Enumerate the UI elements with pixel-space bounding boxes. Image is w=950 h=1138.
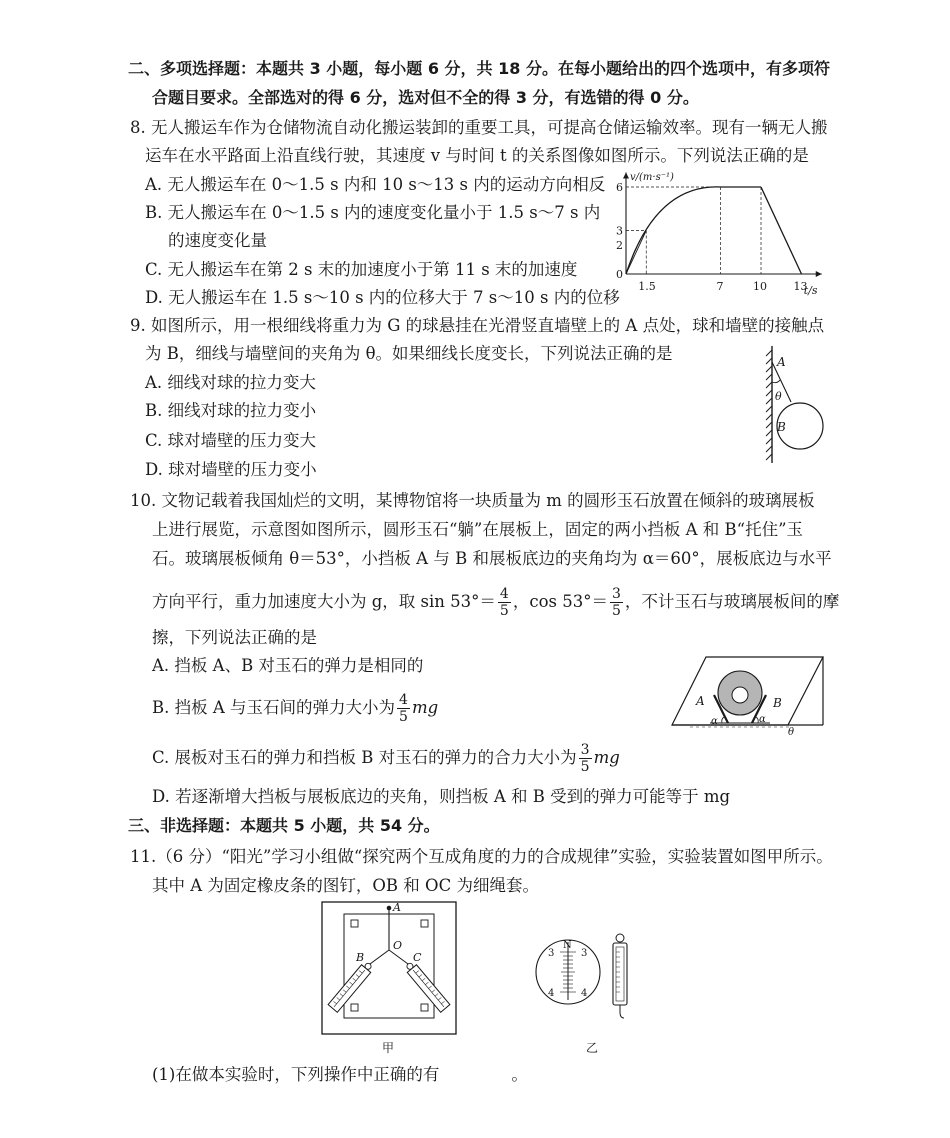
y-axis-label: v/(m·s⁻¹) (630, 172, 674, 183)
baffle-b-label: B (773, 696, 782, 710)
q8-stem-line1: 8. 无人搬运车作为仓储物流自动化搬运装卸的重要工具，可提高仓储运输效率。现有一辆无人搬 (130, 118, 828, 137)
q11-figure-jia (318, 898, 463, 1060)
q10-option-d: D. 若逐渐增大挡板与展板底边的夹角，则挡板 A 和 B 受到的弹力可能等于 mg (152, 787, 731, 806)
point-a-label: A (393, 901, 401, 914)
q8-option-d: D. 无人搬运车在 1.5 s～10 s 内的位移大于 7 s～10 s 内的位移 (145, 288, 620, 307)
theta-label: θ (775, 390, 782, 403)
fraction-numerator: 4 (499, 586, 509, 602)
fraction-four-fifths (498, 586, 511, 619)
q10-option-c-text: C. 展板对玉石的弹力和挡板 B 对玉石的弹力的合力大小为 (152, 748, 577, 767)
q10-option-b (152, 692, 438, 725)
q10-option-a: A. 挡板 A、B 对玉石的弹力是相同的 (152, 656, 424, 675)
q10-line4-pre: 方向平行，重力加速度大小为 g，取 sin 53°＝ (152, 592, 496, 611)
x-axis-label: t/s (803, 284, 818, 296)
fraction-numerator: 3 (611, 586, 621, 602)
fraction-denominator: 5 (499, 603, 509, 619)
alpha-right-label: α (759, 714, 766, 725)
q9-stem-line2: 为 B，细线与墙壁间的夹角为 θ。如果细线长度变长，下列说法正确的是 (145, 344, 673, 363)
baffle-a-label: A (696, 694, 705, 708)
q8-option-a: A. 无人搬运车在 0～1.5 s 内和 10 s～13 s 内的运动方向相反 (145, 175, 606, 194)
q9-ball-on-wall-figure (758, 342, 838, 467)
q11-sub1-text: (1)在做本实验时，下列操作中正确的有 (152, 1065, 440, 1084)
section-heading-multiple-choice-cont: 合题目要求。全部选对的得 6 分，选对但不全的得 3 分，有选错的得 0 分。 (152, 88, 699, 107)
spring-scale-vertical (613, 934, 627, 1018)
q8-velocity-time-chart (608, 168, 838, 296)
q10-stem-line3: 石。玻璃展板倾角 θ＝53°，小挡板 A 与 B 和展板底边的夹角均为 α＝60°，展板底边与水平 (152, 549, 832, 568)
q10-option-c-unit: mg (593, 748, 620, 767)
q10-stem-line4 (152, 586, 839, 619)
q8-option-b: B. 无人搬运车在 0～1.5 s 内的速度变化量小于 1.5 s～7 s 内 (145, 203, 601, 222)
point-a-label: A (777, 355, 786, 369)
theta-label: θ (788, 727, 795, 738)
section-heading-multiple-choice: 二、多项选择题：本题共 3 小题，每小题 6 分，共 18 分。在每小题给出的四个选项中，有多项符 (128, 59, 830, 78)
string-oc (389, 950, 408, 964)
tick-4-left: 4 (548, 988, 555, 999)
q9-stem-line1: 9. 如图所示，用一根细线将重力为 G 的球悬挂在光滑竖直墙壁上的 A 点处，球和墙壁的接触点 (130, 316, 825, 335)
fraction-denominator: 5 (580, 759, 590, 775)
figure-jia-caption: 甲 (382, 1041, 395, 1055)
q11-sub-question-1 (152, 1064, 528, 1086)
q10-stem-line1: 10. 文物记载着我国灿烂的文明，某博物馆将一块质量为 m 的圆形玉石放置在倾斜的玻璃展板 (130, 491, 815, 510)
x-tick-label: 10 (753, 280, 767, 293)
point-c-label: C (413, 951, 422, 964)
x-tick-label: 1.5 (638, 280, 656, 293)
string-ob (370, 950, 389, 964)
wall-hatching (766, 350, 772, 460)
tick-3-right: 3 (581, 948, 588, 959)
x-axis-arrow (816, 271, 822, 277)
fraction-numerator: 3 (580, 742, 590, 758)
q11-figure-yi (534, 928, 644, 1060)
q9-option-c: C. 球对墙壁的压力变大 (145, 431, 317, 450)
q10-jade-on-slanted-board-figure (670, 655, 832, 751)
fraction-denominator: 5 (611, 603, 621, 619)
q9-option-a: A. 细线对球的拉力变大 (145, 373, 316, 392)
q8-option-b-cont: 的速度变化量 (168, 231, 267, 250)
fraction-denominator: 5 (399, 709, 408, 725)
tangent-segment (626, 231, 646, 275)
fraction-three-fifths (610, 586, 623, 619)
y-tick-label: 3 (616, 224, 623, 238)
q10-option-b-unit: mg (411, 698, 439, 717)
spring-scale-right (403, 960, 449, 1012)
pin-top-left (351, 920, 358, 927)
q11-stem-line1: 11.（6 分）“阳光”学习小组做“探究两个互成角度的力的合成规律”实验，实验装置如图甲所示。 (130, 847, 833, 866)
alpha-left-label: α (711, 716, 718, 727)
scale-unit-n: N (563, 940, 572, 951)
origin-label: 0 (616, 268, 623, 281)
q8-option-c: C. 无人搬运车在第 2 s 末的加速度小于第 11 s 末的加速度 (145, 260, 578, 279)
point-b-label: B (777, 420, 786, 434)
section-heading-non-choice: 三、非选择题：本题共 5 小题，共 54 分。 (128, 816, 440, 835)
figure-yi-caption: 乙 (586, 1041, 599, 1055)
series-segment-decelerating (761, 187, 802, 274)
fraction-numerator: 4 (399, 692, 408, 708)
q9-option-b: B. 细线对球的拉力变小 (145, 401, 317, 420)
jade-hole (732, 687, 748, 703)
y-axis-arrow (623, 173, 629, 179)
q10-stem-line5: 擦，下列说法正确的是 (152, 628, 317, 647)
fraction-four-fifths (397, 692, 410, 725)
q9-option-d: D. 球对墙壁的压力变小 (145, 460, 317, 479)
fraction-three-fifths (579, 742, 592, 775)
angle-arc (772, 380, 780, 383)
q10-option-b-text: B. 挡板 A 与玉石间的弹力大小为 (152, 698, 396, 717)
q10-line4-mid: ，cos 53°＝ (512, 592, 608, 611)
q11-stem-line2: 其中 A 为固定橡皮条的图钉，OB 和 OC 为细绳套。 (152, 876, 539, 895)
tick-3-left: 3 (548, 948, 555, 959)
y-tick-label: 2 (616, 239, 623, 252)
q10-stem-line2: 上进行展览，示意图如图所示，圆形玉石“躺”在展板上，固定的两小挡板 A 和 B“托住”玉 (152, 520, 804, 539)
pin-bottom-left (351, 1004, 358, 1011)
pin-bottom-right (421, 1004, 428, 1011)
x-tick-label: 7 (716, 280, 724, 293)
x-tick-label: 13 (793, 280, 808, 293)
point-o-label: O (393, 939, 403, 952)
q11-sub1-end: 。 (511, 1065, 528, 1084)
q10-line4-post: ，不计玉石与玻璃展板间的摩 (624, 592, 840, 611)
tick-4-right: 4 (581, 988, 588, 999)
series-curve-accelerating (626, 187, 721, 274)
q10-option-c (152, 742, 620, 775)
point-b-label: B (356, 951, 365, 964)
pin-top-right (421, 920, 428, 927)
y-tick-label: 6 (616, 181, 623, 194)
q8-stem-line2: 运车在水平路面上沿直线行驶，其速度 v 与时间 t 的关系图像如图所示。下列说法正确的是 (145, 146, 809, 165)
